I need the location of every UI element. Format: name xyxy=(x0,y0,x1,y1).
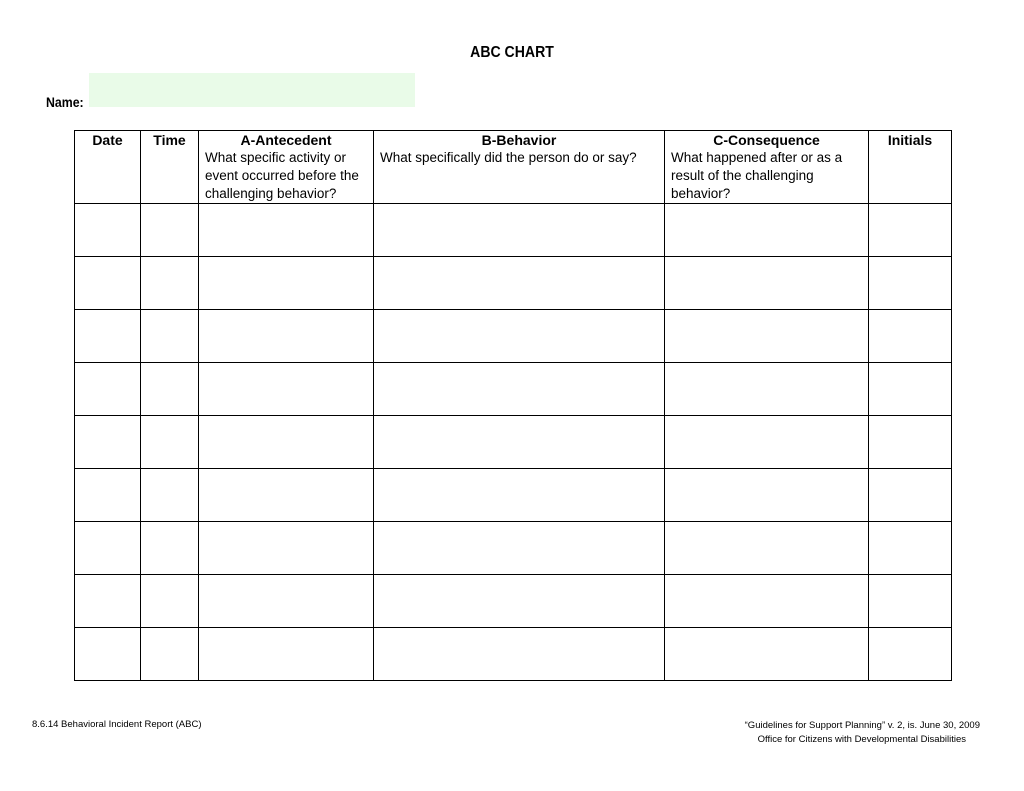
column-title: Date xyxy=(92,132,123,148)
cell-antecedent[interactable] xyxy=(199,416,374,469)
column-subtitle: What specifically did the person do or say? xyxy=(380,150,637,165)
column-header-time xyxy=(141,131,199,204)
column-header-date xyxy=(75,131,141,204)
footer-office: Office for Citizens with Developmental Disabilities xyxy=(757,734,966,745)
cell-time[interactable] xyxy=(141,628,199,681)
table-header-row xyxy=(75,131,952,204)
cell-antecedent[interactable] xyxy=(199,310,374,363)
cell-behavior[interactable] xyxy=(374,363,665,416)
cell-antecedent[interactable] xyxy=(199,469,374,522)
column-header-behavior xyxy=(374,131,665,204)
cell-behavior[interactable] xyxy=(374,522,665,575)
column-header-consequence xyxy=(665,131,869,204)
cell-time[interactable] xyxy=(141,416,199,469)
table-row xyxy=(75,469,952,522)
cell-initials[interactable] xyxy=(869,416,952,469)
cell-behavior[interactable] xyxy=(374,416,665,469)
cell-consequence[interactable] xyxy=(665,575,869,628)
column-title: Time xyxy=(153,132,186,148)
name-input[interactable] xyxy=(89,73,415,107)
cell-initials[interactable] xyxy=(869,575,952,628)
name-label: Name: xyxy=(46,94,84,110)
cell-time[interactable] xyxy=(141,575,199,628)
cell-initials[interactable] xyxy=(869,522,952,575)
cell-date[interactable] xyxy=(75,257,141,310)
cell-date[interactable] xyxy=(75,575,141,628)
table-row xyxy=(75,522,952,575)
column-title: B-Behavior xyxy=(481,132,557,148)
cell-behavior[interactable] xyxy=(374,310,665,363)
column-title: A-Antecedent xyxy=(240,132,332,148)
cell-antecedent[interactable] xyxy=(199,204,374,257)
table-row xyxy=(75,363,952,416)
cell-date[interactable] xyxy=(75,363,141,416)
column-subtitle: What specific activity or event occurred before the challenging behavior? xyxy=(205,150,359,201)
table-row xyxy=(75,416,952,469)
cell-time[interactable] xyxy=(141,522,199,575)
table-row xyxy=(75,310,952,363)
cell-antecedent[interactable] xyxy=(199,257,374,310)
cell-date[interactable] xyxy=(75,469,141,522)
column-header-antecedent xyxy=(199,131,374,204)
footer-form-id: 8.6.14 Behavioral Incident Report (ABC) xyxy=(32,719,202,730)
cell-date[interactable] xyxy=(75,522,141,575)
cell-antecedent[interactable] xyxy=(199,363,374,416)
column-title: C-Consequence xyxy=(713,132,820,148)
table-row xyxy=(75,257,952,310)
cell-initials[interactable] xyxy=(869,204,952,257)
cell-consequence[interactable] xyxy=(665,469,869,522)
cell-initials[interactable] xyxy=(869,310,952,363)
cell-time[interactable] xyxy=(141,204,199,257)
cell-behavior[interactable] xyxy=(374,469,665,522)
cell-consequence[interactable] xyxy=(665,628,869,681)
cell-initials[interactable] xyxy=(869,469,952,522)
cell-time[interactable] xyxy=(141,310,199,363)
cell-initials[interactable] xyxy=(869,257,952,310)
table-row xyxy=(75,204,952,257)
column-subtitle: What happened after or as a result of the challenging behavior? xyxy=(671,150,843,201)
abc-chart-table xyxy=(74,130,952,681)
footer-guidelines: “Guidelines for Support Planning” v. 2, is. June 30, 2009 xyxy=(744,720,980,731)
cell-behavior[interactable] xyxy=(374,204,665,257)
cell-consequence[interactable] xyxy=(665,522,869,575)
cell-time[interactable] xyxy=(141,363,199,416)
cell-time[interactable] xyxy=(141,469,199,522)
cell-antecedent[interactable] xyxy=(199,522,374,575)
cell-consequence[interactable] xyxy=(665,204,869,257)
cell-consequence[interactable] xyxy=(665,363,869,416)
column-title: Initials xyxy=(887,132,933,148)
cell-date[interactable] xyxy=(75,416,141,469)
cell-behavior[interactable] xyxy=(374,628,665,681)
cell-antecedent[interactable] xyxy=(199,575,374,628)
table-row xyxy=(75,628,952,681)
cell-initials[interactable] xyxy=(869,363,952,416)
cell-behavior[interactable] xyxy=(374,257,665,310)
cell-initials[interactable] xyxy=(869,628,952,681)
column-header-initials xyxy=(869,131,952,204)
cell-date[interactable] xyxy=(75,310,141,363)
cell-consequence[interactable] xyxy=(665,310,869,363)
table-row xyxy=(75,575,952,628)
cell-date[interactable] xyxy=(75,628,141,681)
cell-behavior[interactable] xyxy=(374,575,665,628)
page-title: ABC CHART xyxy=(470,44,554,61)
cell-consequence[interactable] xyxy=(665,257,869,310)
cell-consequence[interactable] xyxy=(665,416,869,469)
cell-date[interactable] xyxy=(75,204,141,257)
table-body xyxy=(75,204,952,681)
cell-time[interactable] xyxy=(141,257,199,310)
cell-antecedent[interactable] xyxy=(199,628,374,681)
